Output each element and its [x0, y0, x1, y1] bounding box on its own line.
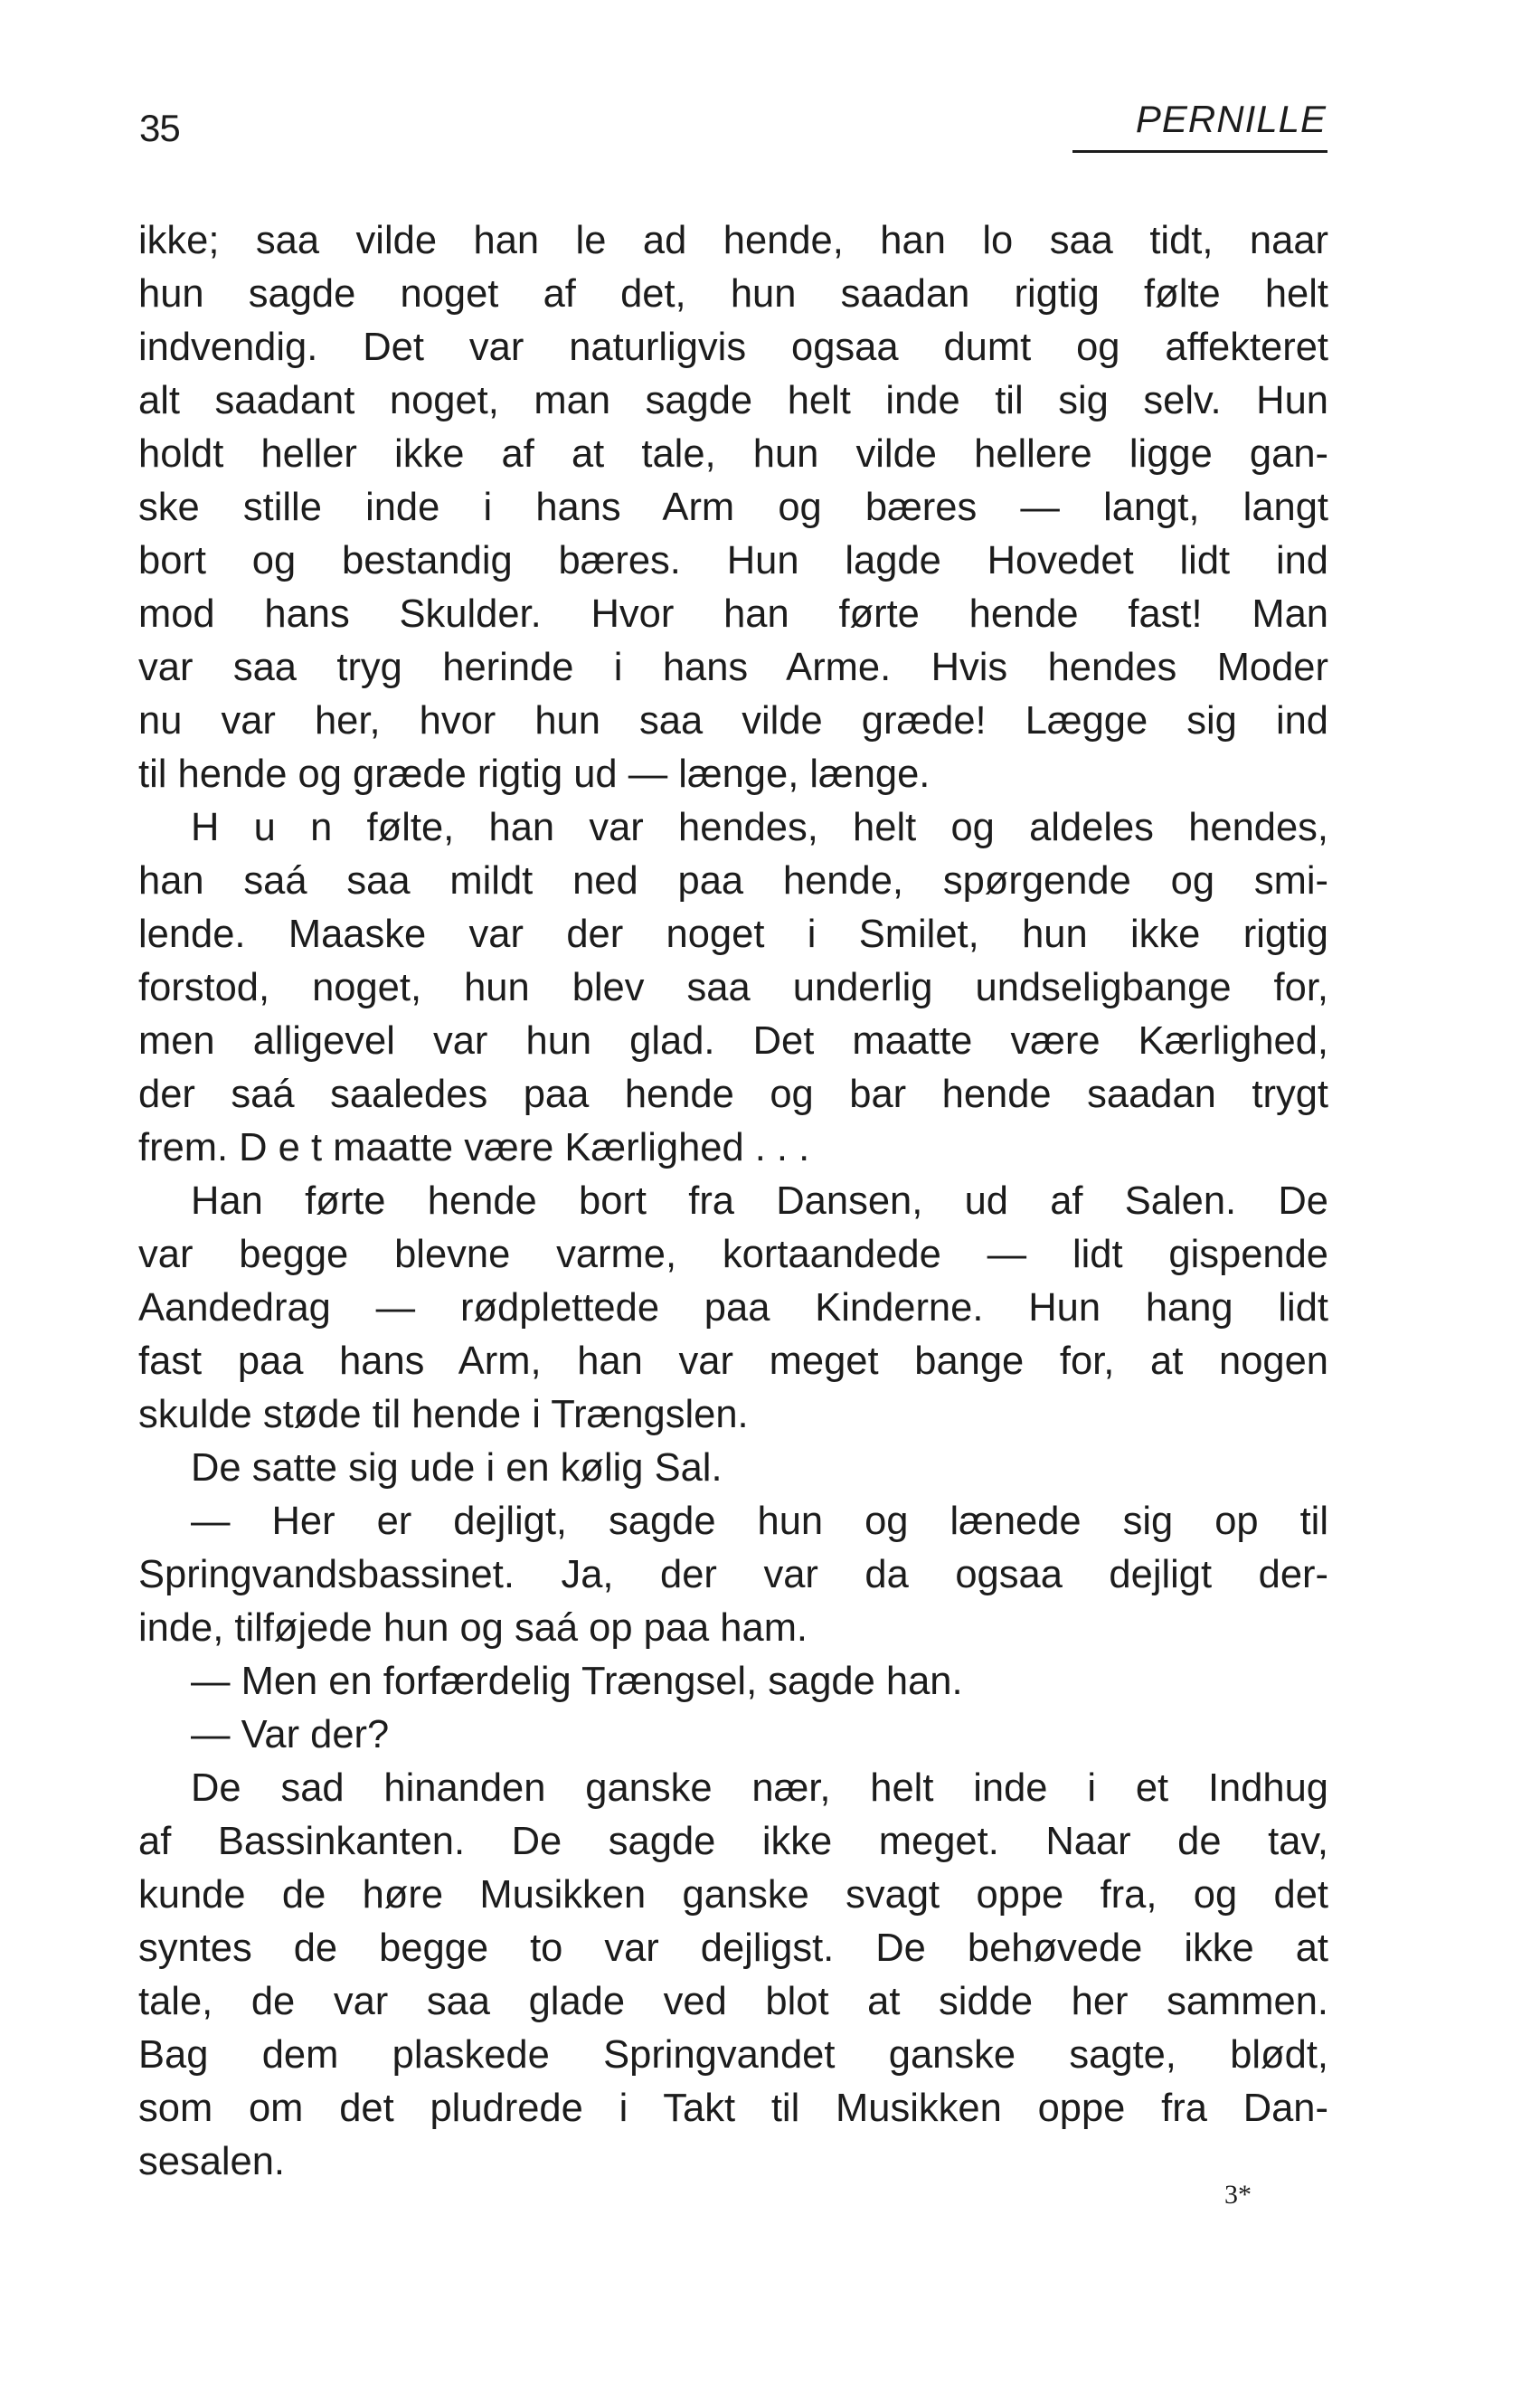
text-line: ikke; saa vilde han le ad hende, han lo saa tidt, naar	[138, 219, 1328, 262]
text-line: var saa tryg herinde i hans Arme. Hvis hendes Moder	[138, 646, 1328, 689]
header-rule	[1072, 150, 1327, 153]
text-line: ske stille inde i hans Arm og bæres — langt, langt	[138, 486, 1328, 529]
text-line: hun sagde noget af det, hun saadan rigtig følte helt	[138, 272, 1328, 316]
text-line: nu var her, hvor hun saa vilde græde! Lægge sig ind	[138, 699, 1328, 743]
text-line: Springvandsbassinet. Ja, der var da ogsaa dejligt der-	[138, 1553, 1328, 1596]
text-line: lende. Maaske var der noget i Smilet, hun ikke rigtig	[138, 913, 1328, 956]
text-line: — Var der?	[191, 1713, 390, 1756]
text-line: men alligevel var hun glad. Det maatte være Kærlighed,	[138, 1019, 1328, 1063]
text-line: — Men en forfærdelig Trængsel, sagde han.	[191, 1660, 963, 1703]
text-line: Han førte hende bort fra Dansen, ud af Salen. De	[191, 1179, 1328, 1223]
text-line: som om det pludrede i Takt til Musikken oppe fra Dan-	[138, 2087, 1328, 2130]
text-line: De sad hinanden ganske nær, helt inde i et Indhug	[191, 1766, 1328, 1810]
text-line: fast paa hans Arm, han var meget bange for, at nogen	[138, 1339, 1328, 1383]
text-line: sesalen.	[138, 2140, 286, 2183]
text-line: holdt heller ikke af at tale, hun vilde hellere ligge gan-	[138, 432, 1328, 476]
text-line: alt saadant noget, man sagde helt inde til sig selv. Hun	[138, 379, 1328, 422]
text-line: mod hans Skulder. Hvor han førte hende fast! Man	[138, 592, 1328, 636]
text-line: frem. D e t maatte være Kærlighed . . .	[138, 1126, 810, 1169]
text-line: De satte sig ude i en kølig Sal.	[191, 1446, 723, 1490]
text-line: han saá saa mildt ned paa hende, spørgende og smi-	[138, 859, 1328, 903]
text-line: af Bassinkanten. De sagde ikke meget. Naar de tav,	[138, 1820, 1328, 1863]
text-line: Bag dem plaskede Springvandet ganske sagte, blødt,	[138, 2033, 1328, 2077]
running-title: PERNILLE	[1135, 98, 1327, 140]
text-line: var begge blevne varme, kortaandede — lidt gispende	[138, 1233, 1328, 1276]
text-line: Aandedrag — rødplettede paa Kinderne. Hun hang lidt	[138, 1286, 1328, 1330]
text-line: syntes de begge to var dejligst. De behøvede ikke at	[138, 1926, 1328, 1970]
text-line: H u n følte, han var hendes, helt og aldeles hendes,	[191, 806, 1328, 849]
text-line: indvendig. Det var naturligvis ogsaa dumt og affekteret	[138, 326, 1328, 369]
body-text	[138, 214, 1328, 2189]
text-line: skulde støde til hende i Trængslen.	[138, 1393, 749, 1436]
text-line: der saá saaledes paa hende og bar hende saadan trygt	[138, 1073, 1328, 1116]
text-line: inde, tilføjede hun og saá op paa ham.	[138, 1606, 808, 1650]
page-number: 35	[139, 107, 180, 149]
text-line: til hende og græde rigtig ud — længe, længe.	[138, 753, 931, 796]
text-line: — Her er dejligt, sagde hun og lænede sig op til	[191, 1500, 1328, 1543]
signature-mark: 3*	[1224, 2180, 1252, 2210]
text-line: kunde de høre Musikken ganske svagt oppe fra, og det	[138, 1873, 1328, 1917]
text-line: forstod, noget, hun blev saa underlig undseligbange for,	[138, 966, 1328, 1009]
text-line: bort og bestandig bæres. Hun lagde Hovedet lidt ind	[138, 539, 1328, 582]
text-line: tale, de var saa glade ved blot at sidde her sammen.	[138, 1980, 1328, 2023]
